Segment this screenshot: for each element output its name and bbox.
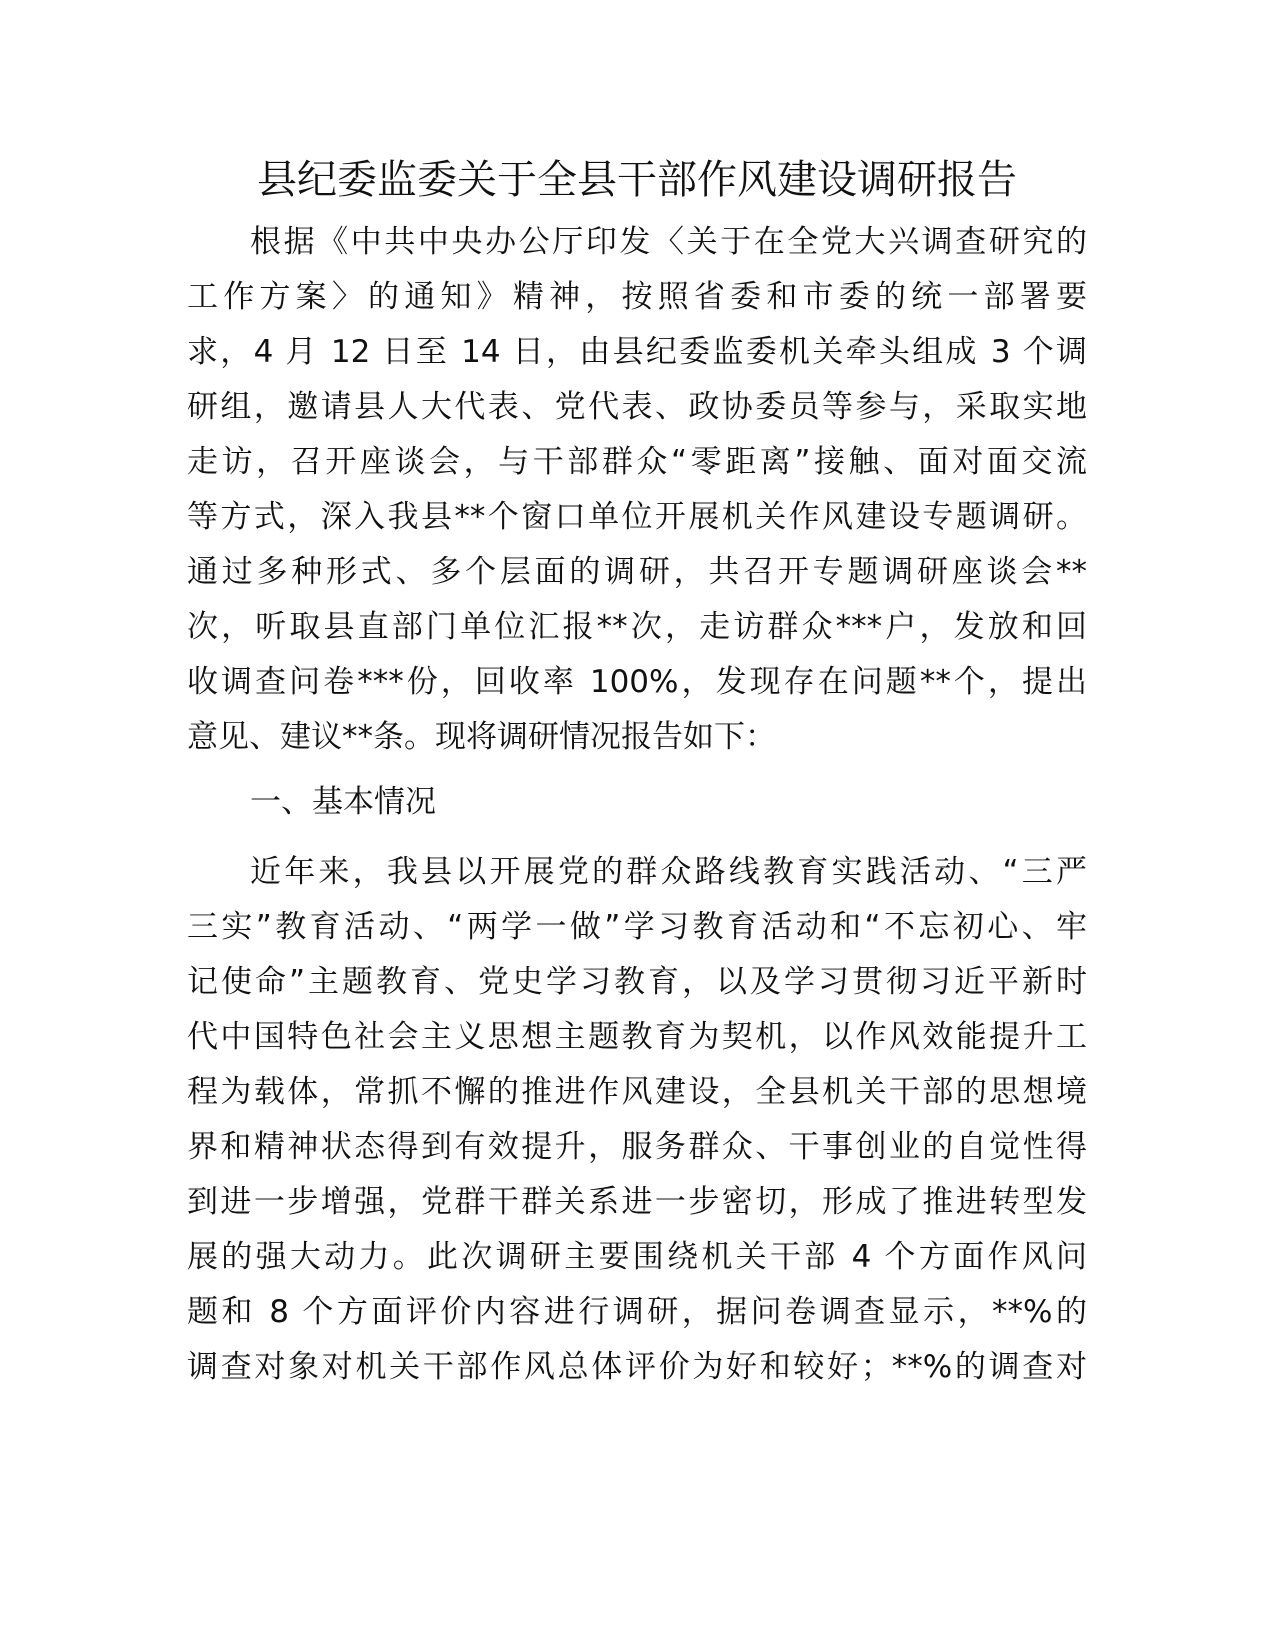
intro-line-10: 意见、建议**条。现将调研情况报告如下： [187, 719, 776, 755]
intro-line-5: 走访，召开座谈会，与干部群众“零距离”接触、面对面交流 [187, 444, 1087, 480]
intro-line-8: 次，听取县直部门单位汇报**次，走访群众***户，发放和回 [187, 609, 1087, 645]
intro-line-7: 通过多种形式、多个层面的调研，共召开专题调研座谈会** [187, 554, 1087, 590]
intro-line-1: 根据《中共中央办公厅印发〈关于在全党大兴调查研究的 [250, 224, 1087, 260]
section-line-6: 界和精神状态得到有效提升，服务群众、干事创业的自觉性得 [187, 1129, 1087, 1165]
section-line-10: 调查对象对机关干部作风总体评价为好和较好；**%的调查对 [187, 1349, 1087, 1385]
section-line-9: 题和 8 个方面评价内容进行调研，据问卷调查显示，**%的 [187, 1294, 1087, 1330]
section-heading-basic-situation: 一、基本情况 [250, 784, 436, 820]
document-title: 县纪委监委关于全县干部作风建设调研报告 [257, 157, 1017, 203]
section-line-8: 展的强大动力。此次调研主要围绕机关干部 4 个方面作风问 [187, 1239, 1087, 1275]
intro-line-3: 求，4 月 12 日至 14 日，由县纪委监委机关牵头组成 3 个调 [187, 334, 1087, 370]
section-line-1: 近年来，我县以开展党的群众路线教育实践活动、“三严 [250, 854, 1087, 890]
section-line-2: 三实”教育活动、“两学一做”学习教育活动和“不忘初心、牢 [187, 909, 1087, 945]
intro-line-2: 工作方案〉的通知》精神，按照省委和市委的统一部署要 [187, 279, 1087, 315]
intro-line-4: 研组，邀请县人大代表、党代表、政协委员等参与，采取实地 [187, 389, 1087, 425]
section-line-5: 程为载体，常抓不懈的推进作风建设，全县机关干部的思想境 [187, 1074, 1087, 1110]
intro-line-6: 等方式，深入我县**个窗口单位开展机关作风建设专题调研。 [187, 499, 1087, 535]
section-line-3: 记使命”主题教育、党史学习教育，以及学习贯彻习近平新时 [187, 964, 1087, 1000]
section-line-7: 到进一步增强，党群干群关系进一步密切，形成了推进转型发 [187, 1184, 1087, 1220]
intro-line-9: 收调查问卷***份，回收率 100%，发现存在问题**个，提出 [187, 664, 1087, 700]
section-line-4: 代中国特色社会主义思想主题教育为契机，以作风效能提升工 [187, 1019, 1087, 1055]
